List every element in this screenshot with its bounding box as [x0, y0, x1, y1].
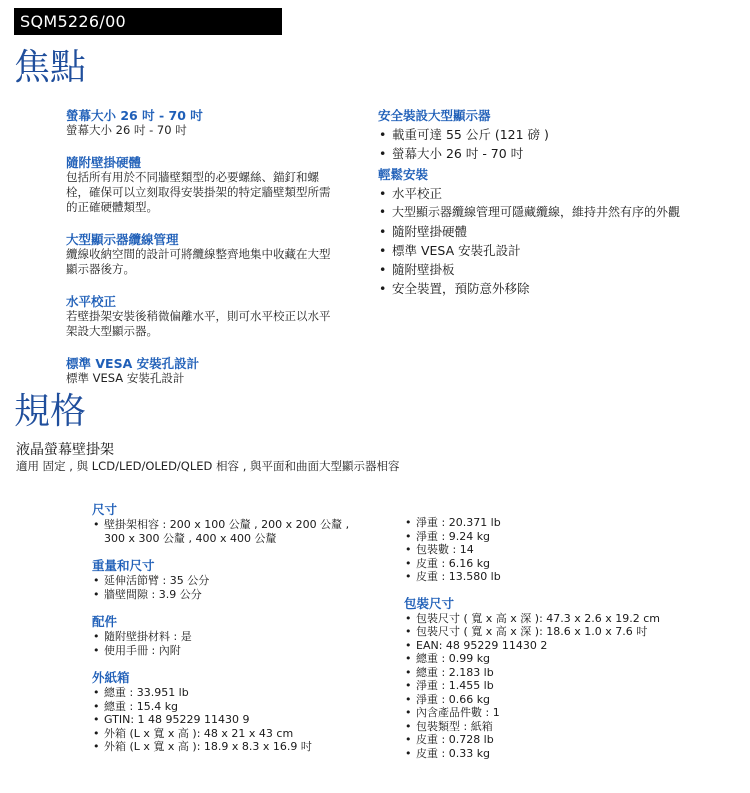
safety-heading: 安全裝設大型顯示器 [378, 108, 491, 123]
spec-heading: 尺寸 [92, 502, 118, 517]
highlight-cable-management [66, 232, 338, 277]
spec-list-carton-weights [404, 516, 738, 584]
highlight-text: 纜線收納空間的設計可將纜線整齊地集中收藏在大型顯示器後方。 [66, 247, 331, 276]
list-item: • EAN: 48 95229 11430 2 [404, 639, 738, 653]
list-item: • 總重 : 15.4 kg [92, 700, 364, 714]
safety-list [378, 125, 738, 163]
spec-heading: 重量和尺寸 [92, 558, 155, 573]
specs-left-column [92, 502, 364, 754]
spec-group-weight [92, 558, 364, 601]
product-name: 液晶螢幕壁掛架 [16, 442, 114, 458]
highlight-heading: 標準 VESA 安裝孔設計 [66, 356, 200, 371]
list-item: • 水平校正 [378, 184, 738, 203]
list-item: • 皮重 : 0.728 lb [404, 733, 738, 747]
highlight-vesa [66, 356, 338, 386]
list-item: • GTIN: 1 48 95229 11430 9 [92, 713, 364, 727]
highlights-right-column [378, 108, 738, 298]
highlight-heading: 水平校正 [66, 294, 117, 309]
list-item: • 螢幕大小 26 吋 - 70 吋 [378, 144, 738, 163]
list-item: • 延伸活節臂 : 35 公分 [92, 574, 364, 588]
list-item: • 隨附壁掛板 [378, 260, 738, 279]
list-item: • 包裝類型 : 紙箱 [404, 720, 738, 734]
spec-list-packaging [404, 612, 738, 761]
list-item: • 淨重 : 9.24 kg [404, 530, 738, 544]
easy-install-heading: 輕鬆安裝 [378, 167, 429, 182]
list-item: • 淨重 : 20.371 lb [404, 516, 738, 530]
list-item: • 隨附壁掛材料 : 是 [92, 630, 364, 644]
highlight-text: 標準 VESA 安裝孔設計 [66, 371, 185, 385]
list-item: • 淨重 : 1.455 lb [404, 679, 738, 693]
specs-right-column [404, 516, 738, 760]
highlight-screen-size [66, 108, 338, 138]
list-item: • 包裝尺寸 ( 寬 x 高 x 深 ): 47.3 x 2.6 x 19.2 cm [404, 612, 738, 626]
specs-title: 規格 [14, 391, 87, 432]
highlight-heading: 大型顯示器纜線管理 [66, 232, 179, 247]
list-item: • 包裝數 : 14 [404, 543, 738, 557]
list-item: • 皮重 : 13.580 lb [404, 570, 738, 584]
spec-heading-packaging: 包裝尺寸 [404, 595, 455, 611]
spec-group-accessories [92, 614, 364, 657]
list-item: • 總重 : 33.951 lb [92, 686, 364, 700]
product-summary [16, 442, 736, 473]
list-item: • 外箱 (L x 寬 x 高 ): 48 x 21 x 43 cm [92, 727, 364, 741]
product-description: 適用 固定 , 與 LCD/LED/OLED/QLED 相容 , 與平面和曲面大型顯示器相容 [16, 459, 400, 473]
spec-list [92, 630, 364, 657]
list-item: • 載重可達 55 公斤 (121 磅 ) [378, 125, 738, 144]
list-item: • 總重 : 0.99 kg [404, 652, 738, 666]
list-item: • 淨重 : 0.66 kg [404, 693, 738, 707]
spec-list [92, 518, 364, 545]
highlights-left-column [66, 108, 338, 386]
list-item: • 大型顯示器纜線管理可隱藏纜線，維持井然有序的外觀 [378, 203, 738, 222]
list-item: • 牆壁間隙 : 3.9 公分 [92, 588, 364, 602]
list-item: • 皮重 : 0.33 kg [404, 747, 738, 761]
highlight-heading: 螢幕大小 26 吋 - 70 吋 [66, 108, 203, 123]
list-item: • 包裝尺寸 ( 寬 x 高 x 深 ): 18.6 x 1.0 x 7.6 吋 [404, 625, 738, 639]
list-item: • 隨附壁掛硬體 [378, 222, 738, 241]
highlight-text: 包括所有用於不同牆壁類型的必要螺絲、錨釘和螺栓，確保可以立刻取得安裝掛架的特定牆壁類型所需的正確硬體類型。 [66, 170, 331, 214]
highlight-text: 螢幕大小 26 吋 - 70 吋 [66, 123, 187, 137]
easy-install-list [378, 184, 738, 298]
spec-group-dimensions [92, 502, 364, 545]
highlight-text: 若壁掛架安裝後稍微偏離水平，則可水平校正以水平架設大型顯示器。 [66, 309, 331, 338]
spec-heading: 配件 [92, 614, 118, 629]
spec-heading: 外紙箱 [92, 670, 130, 685]
spec-list [92, 686, 364, 754]
list-item: • 標準 VESA 安裝孔設計 [378, 241, 738, 260]
list-item: • 外箱 (L x 寬 x 高 ): 18.9 x 8.3 x 16.9 吋 [92, 740, 364, 754]
highlight-heading: 隨附壁掛硬體 [66, 155, 142, 170]
list-item: • 使用手冊 : 內附 [92, 644, 364, 658]
highlight-hardware [66, 155, 338, 215]
highlight-leveling [66, 294, 338, 339]
list-item: • 皮重 : 6.16 kg [404, 557, 738, 571]
spec-group-outer-carton [92, 670, 364, 754]
list-item: • 安全裝置，預防意外移除 [378, 279, 738, 298]
list-item: • 內含產品件數 : 1 [404, 706, 738, 720]
model-number-bar: SQM5226/00 [14, 8, 282, 35]
list-item: • 總重 : 2.183 lb [404, 666, 738, 680]
list-item: • 壁掛架相容 : 200 x 100 公釐 , 200 x 200 公釐 , 300 x 300 公釐 , 400 x 400 公釐 [92, 518, 364, 545]
spec-list [92, 574, 364, 601]
highlights-title: 焦點 [14, 47, 87, 88]
